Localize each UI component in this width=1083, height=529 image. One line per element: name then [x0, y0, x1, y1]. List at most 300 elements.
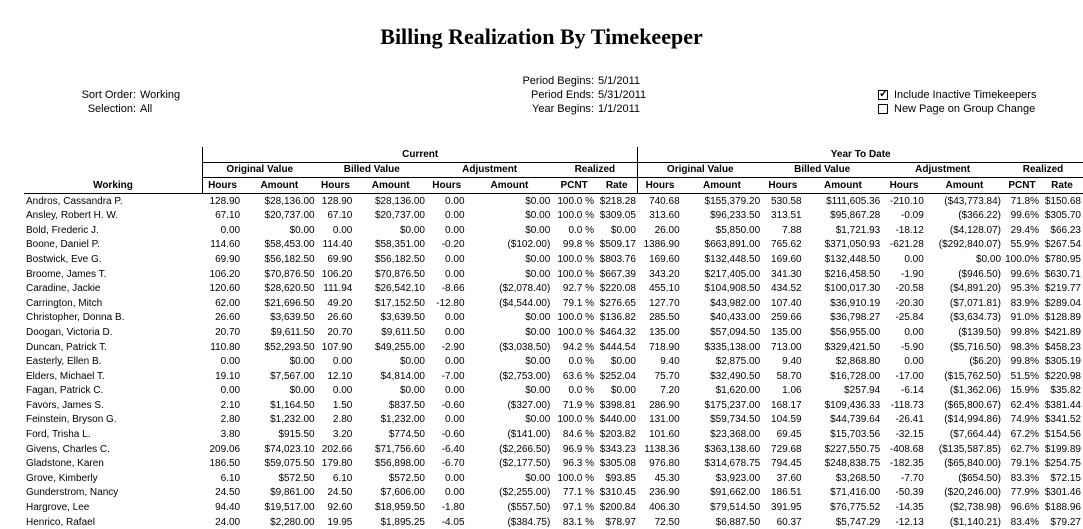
- timekeeper-name: Bostwick, Eve G.: [26, 253, 102, 265]
- cur-adj-amount: ($557.50): [507, 502, 551, 514]
- cur-realized-pcnt: 92.7 %: [562, 283, 595, 295]
- ytd-orig-amount: $217,405.00: [704, 268, 761, 280]
- timekeeper-name: Grove, Kimberly: [26, 472, 98, 484]
- ytd-adj-hours: 0.00: [904, 253, 924, 265]
- ytd-realized-rate: $289.04: [1044, 297, 1081, 309]
- ytd-billed-amount: $1,721.93: [835, 224, 881, 236]
- cur-realized-rate: $509.17: [599, 239, 636, 251]
- cur-adj-hours: -7.00: [441, 370, 465, 382]
- table-row: [24, 193, 1083, 208]
- timekeeper-name: Duncan, Patrick T.: [26, 341, 107, 353]
- ytd-adj-amount: ($139.50): [958, 326, 1002, 338]
- ytd-orig-hours: 72.50: [654, 516, 680, 528]
- cur-adj-hours: 0.00: [445, 487, 465, 499]
- ytd-orig-hours: 313.60: [649, 210, 680, 222]
- cur-adj-hours: -1.80: [441, 502, 465, 514]
- cur-realized-rate: $667.39: [599, 268, 636, 280]
- table-row: [24, 223, 1083, 238]
- cur-realized-rate: $78.97: [605, 516, 636, 528]
- ytd-realized-pcnt: 83.9%: [1010, 297, 1039, 309]
- cur-realized-pcnt: 100.0 %: [557, 210, 595, 222]
- cur-adj-amount: $0.00: [525, 312, 551, 324]
- cur-realized-rate: $200.84: [599, 502, 636, 514]
- cur-billed-amount: $837.50: [388, 399, 425, 411]
- cur-adjustment-header: Adjustment: [427, 162, 552, 178]
- cur-realized-pcnt: 100.0 %: [557, 326, 595, 338]
- cur-orig-amount: $74,023.10: [264, 443, 315, 455]
- ytd-realized-rate: $220.98: [1044, 370, 1081, 382]
- ytd-adj-hours: -50.39: [895, 487, 924, 499]
- cur-original-value-header: Original Value: [202, 162, 316, 178]
- ytd-adj-amount: $0.00: [975, 253, 1002, 265]
- timekeeper-name: Andros, Cassandra P.: [26, 195, 123, 207]
- selection-label: Selection:: [87, 103, 136, 115]
- table-row: [24, 267, 1083, 282]
- timekeeper-name: Gunderstrom, Nancy: [26, 487, 119, 499]
- ytd-orig-amount: $43,982.00: [710, 297, 761, 309]
- ytd-realized-pcnt: 99.8%: [1010, 356, 1039, 368]
- ytd-adj-hours: -26.41: [895, 414, 924, 426]
- cur-billed-amount: $0.00: [399, 385, 425, 397]
- new-page-checkbox[interactable]: [878, 104, 888, 114]
- ytd-billed-hours: 168.17: [771, 399, 802, 411]
- cur-adj-hours: 0.00: [445, 326, 465, 338]
- cur-billed-amount: $56,898.00: [374, 458, 425, 470]
- cur-realized-pcnt: 96.3 %: [562, 458, 595, 470]
- ytd-billed-amount: $100,017.30: [824, 283, 881, 295]
- ytd-realized-pcnt: 71.8%: [1010, 195, 1039, 207]
- ytd-orig-hours: 26.00: [654, 224, 680, 236]
- cur-billed-hours: 114.40: [322, 239, 353, 251]
- ytd-orig-hours: 7.20: [660, 385, 680, 397]
- cur-adj-hours: 0.00: [445, 312, 465, 324]
- cur-orig-hours: 2.80: [220, 414, 241, 426]
- ytd-realized-rate: $72.15: [1050, 472, 1081, 484]
- period-ends-row: [480, 88, 646, 102]
- cur-orig-amount: $3,639.50: [270, 312, 315, 324]
- table-row: [24, 281, 1083, 296]
- cur-orig-hours: 3.80: [220, 429, 241, 441]
- cur-billed-amount: $1,232.00: [380, 414, 425, 426]
- ytd-billed-amount: $71,416.00: [830, 487, 881, 499]
- cur-orig-amount: $28,136.00: [264, 195, 315, 207]
- ytd-adj-hours: -7.70: [901, 472, 924, 484]
- cur-billed-hours: 12.10: [327, 370, 353, 382]
- ytd-orig-hours: 236.90: [649, 487, 680, 499]
- timekeeper-name: Bold, Frederic J.: [26, 224, 99, 236]
- timekeeper-name: Hargrove, Lee: [26, 502, 90, 514]
- ytd-realized-pcnt: 79.1%: [1010, 458, 1039, 470]
- ytd-adj-amount: ($7,071.81): [949, 297, 1002, 309]
- cur-billed-hours: 0.00: [332, 224, 353, 236]
- cur-realized-pcnt: 96.9 %: [562, 443, 595, 455]
- cur-adj-hours: 0.00: [445, 414, 465, 426]
- cur-billed-hours: 67.10: [327, 210, 353, 222]
- cur-orig-amount: $7,567.00: [270, 370, 315, 382]
- cur-realized-rate: $0.00: [610, 356, 636, 368]
- cur-orig-hours: 186.50: [209, 458, 241, 470]
- cur-billed-hours: 20.70: [327, 326, 353, 338]
- cur-adj-amount: $0.00: [525, 414, 551, 426]
- cur-realized-pcnt: 100.0 %: [557, 472, 595, 484]
- ytd-adj-hours: -6.14: [901, 385, 924, 397]
- cur-billed-hours: 2.80: [332, 414, 353, 426]
- cur-orig-amount: $0.00: [289, 356, 315, 368]
- cur-billed-amount: $3,639.50: [380, 312, 425, 324]
- ytd-adj-amount: ($654.50): [958, 472, 1002, 484]
- ytd-realized-rate: $305.19: [1044, 356, 1081, 368]
- cur-realized-pcnt: 100.0 %: [557, 312, 595, 324]
- ytd-adj-hours: -118.73: [890, 399, 924, 411]
- cur-billed-hours: 107.90: [321, 341, 353, 353]
- cur-billed-amount: $56,182.50: [374, 253, 425, 265]
- ytd-adj-hours: -18.12: [895, 224, 924, 236]
- cur-realized-pcnt: 77.1 %: [562, 487, 595, 499]
- ytd-orig-amount: $3,923.00: [715, 472, 761, 484]
- col-hours: Hours: [427, 178, 467, 194]
- timekeeper-name: Ansley, Robert H. W.: [26, 210, 119, 222]
- table-row: [24, 486, 1083, 501]
- cur-billed-amount: $774.50: [388, 429, 425, 441]
- ytd-orig-amount: $32,490.50: [710, 370, 761, 382]
- cur-orig-hours: 0.00: [220, 385, 241, 397]
- cur-adj-amount: $0.00: [525, 253, 551, 265]
- cur-adj-amount: ($384.75): [507, 516, 551, 528]
- cur-orig-hours: 106.20: [209, 268, 241, 280]
- cur-billed-amount: $1,895.25: [380, 516, 425, 528]
- cur-billed-hours: 111.94: [323, 283, 353, 295]
- cur-billed-hours: 1.50: [332, 399, 353, 411]
- ytd-adj-hours: -182.35: [889, 458, 924, 470]
- ytd-realized-pcnt: 99.6%: [1010, 268, 1039, 280]
- table-row: [24, 384, 1083, 399]
- ytd-orig-amount: $59,734.50: [710, 414, 761, 426]
- cur-billed-hours: 0.00: [332, 356, 353, 368]
- cur-orig-amount: $52,293.50: [264, 341, 315, 353]
- ytd-orig-hours: 131.00: [649, 414, 680, 426]
- cur-orig-hours: 128.90: [209, 195, 241, 207]
- ytd-orig-hours: 285.50: [649, 312, 680, 324]
- ytd-orig-hours: 127.70: [649, 297, 680, 309]
- ytd-realized-rate: $341.52: [1044, 414, 1081, 426]
- cur-billed-amount: $0.00: [399, 356, 425, 368]
- ytd-orig-amount: $23,368.00: [710, 429, 761, 441]
- timekeeper-name: Elders, Michael T.: [26, 370, 105, 382]
- cur-realized-rate: $203.82: [599, 429, 636, 441]
- ytd-realized-rate: $421.89: [1044, 326, 1081, 338]
- timekeeper-name: Caradine, Jackie: [26, 283, 101, 295]
- cur-realized-rate: $444.54: [599, 341, 636, 353]
- cur-realized-rate: $398.81: [599, 399, 636, 411]
- cur-realized-rate: $252.04: [599, 370, 636, 382]
- ytd-adj-hours: -17.00: [895, 370, 924, 382]
- cur-billed-amount: $71,756.60: [374, 443, 425, 455]
- ytd-realized-pcnt: 29.4%: [1010, 224, 1039, 236]
- cur-orig-amount: $1,232.00: [270, 414, 315, 426]
- cur-billed-hours: 69.90: [327, 253, 353, 265]
- ytd-billed-hours: 7.88: [782, 224, 802, 236]
- timekeeper-name: Christopher, Donna B.: [26, 312, 125, 324]
- realization-table: [24, 147, 1083, 529]
- col-amount: Amount: [682, 178, 762, 194]
- ytd-realized-pcnt: 62.7%: [1010, 443, 1039, 455]
- ytd-realized-pcnt: 83.3%: [1010, 472, 1039, 484]
- cur-adj-hours: 0.00: [445, 268, 465, 280]
- ytd-orig-amount: $6,887.50: [715, 516, 761, 528]
- ytd-orig-amount: $314,678.75: [704, 458, 761, 470]
- new-page-label: New Page on Group Change: [894, 103, 1036, 115]
- period-ends-value: 5/31/2011: [598, 89, 647, 101]
- include-inactive-checkbox[interactable]: [878, 90, 888, 100]
- timekeeper-name: Fagan, Patrick C.: [26, 385, 104, 397]
- cur-adj-amount: ($327.00): [507, 399, 551, 411]
- cur-adj-amount: $0.00: [525, 195, 551, 207]
- ytd-billed-hours: 69.45: [776, 429, 802, 441]
- cur-billed-hours: 202.66: [321, 443, 353, 455]
- ytd-realized-rate: $35.82: [1050, 385, 1081, 397]
- cur-orig-amount: $1,164.50: [270, 399, 315, 411]
- timekeeper-rows: [24, 193, 1083, 529]
- cur-adj-hours: 0.00: [445, 253, 465, 265]
- ytd-billed-amount: $2,868.80: [835, 356, 881, 368]
- ytd-adj-amount: ($65,840.00): [944, 458, 1002, 470]
- ytd-realized-pcnt: 98.3%: [1010, 341, 1039, 353]
- col-pcnt: PCNT: [1003, 178, 1041, 194]
- cur-realized-rate: $276.65: [599, 297, 636, 309]
- cur-billed-amount: $58,351.00: [374, 239, 425, 251]
- cur-adj-amount: $0.00: [525, 356, 551, 368]
- cur-orig-amount: $19,517.00: [264, 502, 315, 514]
- ytd-realized-rate: $381.44: [1044, 399, 1081, 411]
- ytd-realized-pcnt: 67.2%: [1010, 429, 1039, 441]
- cur-billed-amount: $18,959.50: [374, 502, 425, 514]
- ytd-orig-amount: $1,620.00: [715, 385, 761, 397]
- ytd-billed-hours: 765.62: [771, 239, 802, 251]
- cur-billed-hours: 6.10: [332, 472, 353, 484]
- timekeeper-name: Feinstein, Bryson G.: [26, 414, 117, 426]
- timekeeper-name: Easterly, Ellen B.: [26, 356, 102, 368]
- ytd-adj-amount: ($135,587.85): [938, 443, 1002, 455]
- ytd-orig-hours: 75.70: [654, 370, 680, 382]
- col-amount: Amount: [354, 178, 427, 194]
- ytd-orig-amount: $96,233.50: [710, 210, 761, 222]
- sort-order-label: Sort Order:: [81, 89, 136, 101]
- cur-billed-amount: $49,255.00: [374, 341, 425, 353]
- ytd-billed-hours: 313.51: [771, 210, 802, 222]
- col-pcnt: PCNT: [552, 178, 596, 194]
- cur-adj-amount: $0.00: [525, 472, 551, 484]
- cur-orig-amount: $0.00: [289, 385, 315, 397]
- ytd-adj-hours: -621.28: [889, 239, 924, 251]
- cur-realized-rate: $309.05: [599, 210, 636, 222]
- cur-billed-value-header: Billed Value: [317, 162, 427, 178]
- cur-adj-amount: $0.00: [525, 210, 551, 222]
- ytd-orig-amount: $79,514.50: [710, 502, 761, 514]
- cur-adj-hours: 0.00: [445, 356, 465, 368]
- ytd-billed-amount: $36,910.19: [830, 297, 881, 309]
- ytd-adj-amount: ($65,800.67): [944, 399, 1002, 411]
- col-amount: Amount: [242, 178, 317, 194]
- ytd-billed-amount: $44,739.64: [830, 414, 881, 426]
- cur-realized-pcnt: 0.0 %: [568, 385, 595, 397]
- cur-orig-hours: 110.80: [210, 341, 241, 353]
- ytd-realized-pcnt: 95.3%: [1010, 283, 1039, 295]
- cur-adj-hours: -6.40: [441, 443, 465, 455]
- ytd-billed-hours: 341.30: [771, 268, 802, 280]
- ytd-billed-amount: $257.94: [844, 385, 881, 397]
- cur-realized-rate: $218.28: [599, 195, 636, 207]
- ytd-orig-amount: $2,875.00: [715, 356, 761, 368]
- cur-orig-hours: 120.60: [209, 283, 241, 295]
- cur-realized-pcnt: 100.0 %: [557, 253, 595, 265]
- report-title: Billing Realization By Timekeeper: [380, 24, 703, 49]
- table-row: [24, 500, 1083, 515]
- ytd-adj-amount: ($1,362.06): [949, 385, 1002, 397]
- timekeeper-name: Boone, Daniel P.: [26, 239, 100, 251]
- table-row: [24, 515, 1083, 529]
- cur-billed-amount: $4,814.00: [380, 370, 425, 382]
- cur-realized-rate: $310.45: [599, 487, 636, 499]
- cur-realized-pcnt: 100.0 %: [557, 195, 595, 207]
- cur-adj-amount: $0.00: [525, 385, 551, 397]
- cur-orig-amount: $56,182.50: [264, 253, 315, 265]
- cur-adj-hours: 0.00: [445, 224, 465, 236]
- cur-realized-pcnt: 71.9 %: [562, 399, 595, 411]
- cur-billed-hours: 106.20: [321, 268, 353, 280]
- ytd-orig-hours: 343.20: [649, 268, 680, 280]
- cur-billed-amount: $70,876.50: [374, 268, 425, 280]
- cur-realized-rate: $343.23: [599, 443, 636, 455]
- ytd-adj-hours: -210.10: [889, 195, 924, 207]
- ytd-orig-amount: $363,138.60: [704, 443, 761, 455]
- ytd-orig-hours: 1138.36: [644, 443, 680, 455]
- table-row: [24, 252, 1083, 267]
- ytd-adj-hours: -25.84: [895, 312, 924, 324]
- cur-adj-amount: ($4,544.00): [499, 297, 551, 309]
- col-hours: Hours: [202, 178, 242, 194]
- ytd-adj-amount: ($6.20): [969, 356, 1002, 368]
- period-begins-row: [480, 74, 646, 88]
- ytd-adj-amount: ($1,140.21): [949, 516, 1002, 528]
- cur-adj-hours: -0.60: [441, 429, 465, 441]
- ytd-adj-amount: ($4,891.20): [949, 283, 1002, 295]
- ytd-billed-hours: 186.51: [771, 487, 802, 499]
- ytd-orig-amount: $91,662.00: [710, 487, 761, 499]
- ytd-realized-rate: $254.75: [1044, 458, 1081, 470]
- cur-adj-hours: -2.90: [441, 341, 465, 353]
- ytd-orig-hours: 286.90: [649, 399, 680, 411]
- cur-billed-amount: $572.50: [388, 472, 425, 484]
- cur-billed-amount: $20,737.00: [374, 210, 425, 222]
- ytd-adj-hours: 0.00: [904, 356, 924, 368]
- ytd-adj-amount: ($20,246.00): [944, 487, 1002, 499]
- cur-billed-amount: $9,611.50: [381, 326, 425, 338]
- cur-adj-hours: -8.66: [441, 283, 465, 295]
- ytd-realized-pcnt: 55.9%: [1010, 239, 1039, 251]
- cur-billed-hours: 179.80: [321, 458, 353, 470]
- cur-orig-amount: $2,280.00: [270, 516, 315, 528]
- ytd-realized-pcnt: 15.9%: [1010, 385, 1039, 397]
- ytd-adj-hours: -408.68: [889, 443, 924, 455]
- cur-adj-hours: 0.00: [445, 210, 465, 222]
- ytd-adj-hours: -0.09: [901, 210, 924, 222]
- ytd-realized-rate: $458.23: [1044, 341, 1081, 353]
- ytd-realized-rate: $79.27: [1050, 516, 1081, 528]
- cur-orig-hours: 69.90: [215, 253, 241, 265]
- ytd-billed-hours: 169.60: [771, 253, 802, 265]
- ytd-adj-amount: ($14,994.86): [944, 414, 1002, 426]
- current-header: Current: [202, 147, 637, 162]
- ytd-adj-hours: -32.15: [895, 429, 924, 441]
- ytd-realized-rate: $199.89: [1044, 443, 1081, 455]
- table-row: [24, 442, 1083, 457]
- ytd-billed-hours: 391.95: [771, 502, 802, 514]
- table-row: [24, 369, 1083, 384]
- cur-realized-pcnt: 99.8 %: [562, 239, 595, 251]
- cur-orig-amount: $915.50: [278, 429, 315, 441]
- ytd-billed-hours: 107.40: [771, 297, 802, 309]
- ytd-billed-amount: $15,703.56: [830, 429, 881, 441]
- cur-adj-hours: 0.00: [445, 195, 465, 207]
- sort-selection-info: [60, 88, 180, 116]
- table-row: [24, 413, 1083, 428]
- ytd-billed-amount: $3,268.50: [835, 472, 881, 484]
- col-rate: Rate: [1041, 178, 1083, 194]
- cur-realized-rate: $136.82: [599, 312, 636, 324]
- year-begins-value: 1/1/2011: [598, 103, 641, 115]
- cur-billed-amount: $7,606.00: [380, 487, 425, 499]
- cur-orig-amount: $20,737.00: [264, 210, 315, 222]
- cur-adj-hours: 0.00: [445, 385, 465, 397]
- selection-value: All: [140, 103, 153, 115]
- cur-realized-pcnt: 83.1 %: [562, 516, 595, 528]
- option-new-page[interactable]: [878, 102, 1036, 116]
- ytd-orig-amount: $40,433.00: [710, 312, 761, 324]
- period-begins-value: 5/1/2011: [598, 75, 641, 87]
- selection-row: [60, 102, 180, 116]
- col-hours: Hours: [762, 178, 803, 194]
- cur-adj-amount: $0.00: [525, 326, 551, 338]
- ytd-adj-amount: ($292,840.07): [938, 239, 1002, 251]
- ytd-billed-amount: $111,605.36: [826, 195, 881, 207]
- cur-orig-hours: 0.00: [220, 224, 241, 236]
- ytd-orig-hours: 1386.90: [643, 239, 680, 251]
- timekeeper-name: Ford, Trisha L.: [26, 429, 91, 441]
- ytd-adj-hours: -1.90: [901, 268, 924, 280]
- cur-orig-amount: $21,696.50: [264, 297, 315, 309]
- ytd-realized-rate: $150.68: [1044, 195, 1081, 207]
- ytd-adj-amount: ($4,128.07): [949, 224, 1002, 236]
- col-rate: Rate: [596, 178, 638, 194]
- cur-realized-pcnt: 100.0 %: [557, 268, 595, 280]
- ytd-orig-hours: 406.30: [649, 502, 680, 514]
- ytd-realized-pcnt: 99.6%: [1010, 210, 1039, 222]
- ytd-billed-amount: $216,458.50: [824, 268, 881, 280]
- ytd-orig-amount: $335,138.00: [704, 341, 761, 353]
- ytd-billed-amount: $329,421.50: [824, 341, 881, 353]
- option-include-inactive[interactable]: [878, 88, 1036, 102]
- ytd-realized-rate: $154.56: [1044, 429, 1081, 441]
- ytd-billed-amount: $132,448.50: [824, 253, 881, 265]
- col-amount: Amount: [926, 178, 1003, 194]
- ytd-realized-header: Realized: [1003, 162, 1083, 178]
- cur-realized-pcnt: 97.1 %: [562, 502, 595, 514]
- cur-billed-amount: $28,136.00: [374, 195, 425, 207]
- ytd-adj-amount: ($2,738.98): [949, 502, 1002, 514]
- cur-orig-hours: 20.70: [215, 326, 241, 338]
- cur-orig-hours: 114.60: [210, 239, 241, 251]
- ytd-adj-amount: ($946.50): [958, 268, 1002, 280]
